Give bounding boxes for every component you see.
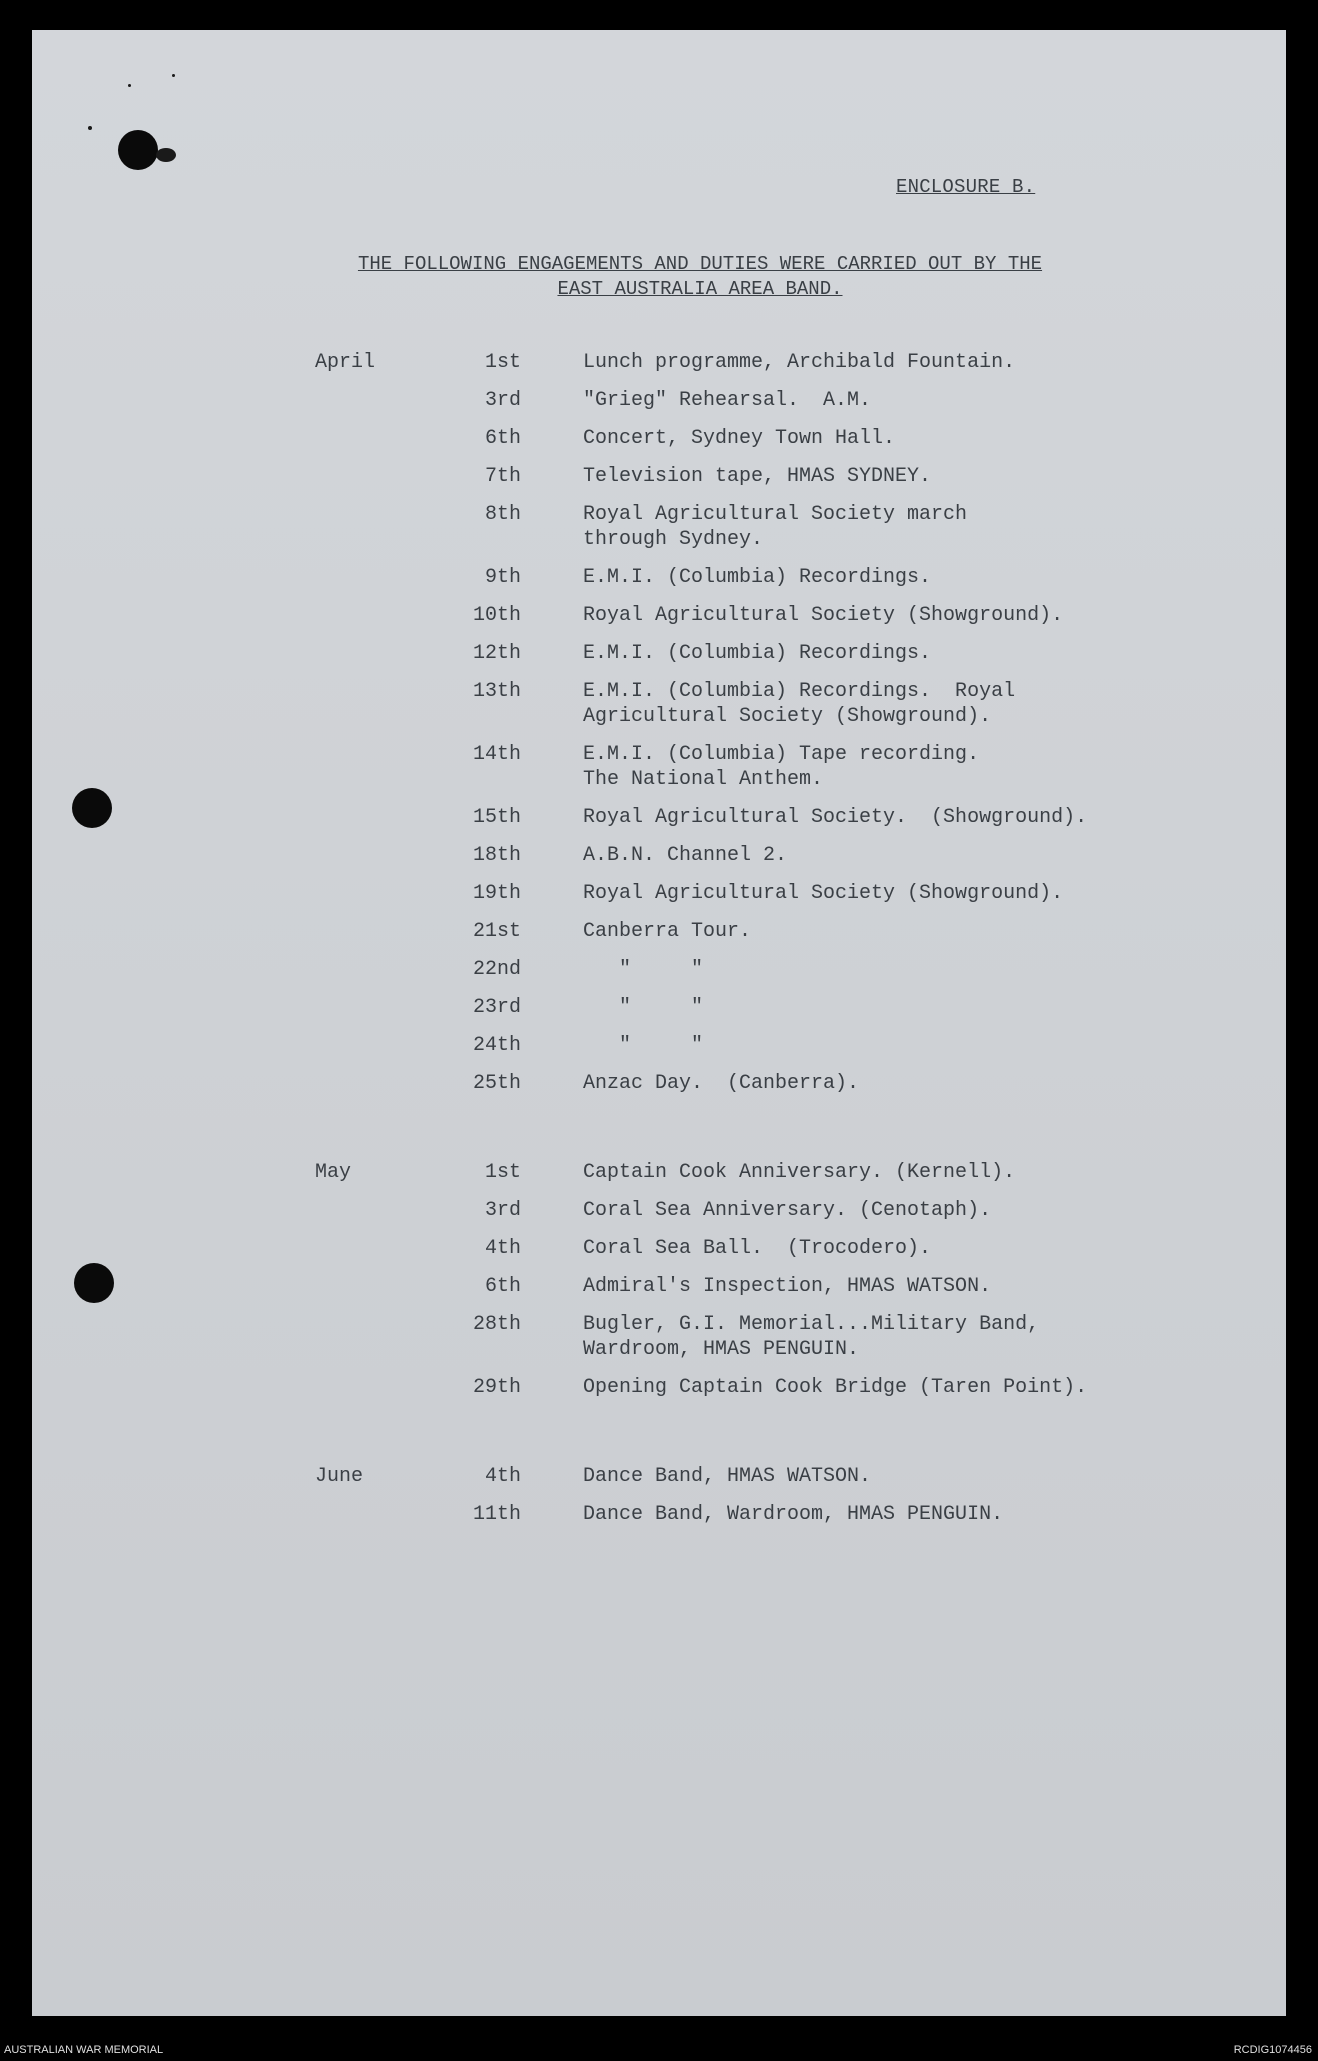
ink-speck — [172, 74, 175, 77]
day-label: 4th — [484, 1465, 521, 1488]
day-label: 12th — [472, 642, 521, 665]
engagement-description: Dance Band, Wardroom, HMAS PENGUIN. — [583, 1503, 1004, 1526]
month-label: June — [315, 1465, 364, 1488]
day-label: 23rd — [472, 996, 521, 1019]
engagement-description: Coral Sea Ball. (Trocodero). — [583, 1237, 932, 1260]
day-label: 13th — [472, 680, 521, 703]
engagement-description: Anzac Day. (Canberra). — [583, 1072, 860, 1095]
document-page — [32, 30, 1286, 2016]
engagement-description: " " — [583, 996, 704, 1019]
footer-source: AUSTRALIAN WAR MEMORIAL — [4, 2044, 164, 2056]
engagement-description: Television tape, HMAS SYDNEY. — [583, 465, 932, 488]
engagement-description: Royal Agricultural Society (Showground). — [583, 604, 1064, 627]
day-label: 22nd — [472, 958, 521, 981]
day-label: 21st — [472, 920, 521, 943]
day-label: 11th — [472, 1503, 521, 1526]
enclosure-label: ENCLOSURE B. — [896, 176, 1036, 198]
engagement-description: Admiral's Inspection, HMAS WATSON. — [583, 1275, 992, 1298]
day-label: 9th — [484, 566, 521, 589]
engagement-description: Opening Captain Cook Bridge (Taren Point). — [583, 1376, 1088, 1399]
punch-hole-middle — [72, 788, 112, 828]
ink-speck — [128, 84, 131, 87]
engagement-description: E.M.I. (Columbia) Recordings. — [583, 566, 932, 589]
day-label: 25th — [472, 1072, 521, 1095]
engagement-description: E.M.I. (Columbia) Recordings. — [583, 642, 932, 665]
document-title — [300, 252, 1100, 302]
ink-speck — [156, 148, 176, 162]
engagement-description: Royal Agricultural Society. (Showground). — [583, 806, 1088, 829]
day-label: 10th — [472, 604, 521, 627]
day-label: 8th — [484, 503, 521, 526]
engagement-description: E.M.I. (Columbia) Recordings. Royal Agricultural Society (Showground). — [583, 680, 1016, 728]
engagement-description: Canberra Tour. — [583, 920, 752, 943]
title-line-2: EAST AUSTRALIA AREA BAND. — [557, 278, 843, 300]
day-label: 1st — [484, 351, 521, 374]
day-label: 24th — [472, 1034, 521, 1057]
day-label: 7th — [484, 465, 521, 488]
title-line-1: THE FOLLOWING ENGAGEMENTS AND DUTIES WERE CARRIED OUT BY THE — [357, 253, 1043, 275]
month-label: April — [315, 351, 376, 374]
engagement-description: " " — [583, 1034, 704, 1057]
engagement-description: Royal Agricultural Society march through Sydney. — [583, 503, 968, 551]
engagement-description: " " — [583, 958, 704, 981]
engagement-description: Concert, Sydney Town Hall. — [583, 427, 896, 450]
engagement-description: E.M.I. (Columbia) Tape recording. The National Anthem. — [583, 743, 980, 791]
footer-id: RCDIG1074456 — [1233, 2044, 1312, 2056]
day-label: 14th — [472, 743, 521, 766]
day-label: 1st — [484, 1161, 521, 1184]
day-label: 15th — [472, 806, 521, 829]
day-label: 28th — [472, 1313, 521, 1336]
ink-speck — [88, 126, 92, 130]
punch-hole-top — [118, 130, 158, 170]
engagement-description: "Grieg" Rehearsal. A.M. — [583, 389, 872, 412]
day-label: 18th — [472, 844, 521, 867]
month-label: May — [315, 1161, 352, 1184]
engagement-description: Bugler, G.I. Memorial...Military Band, Wardroom, HMAS PENGUIN. — [583, 1313, 1040, 1361]
day-label: 6th — [484, 427, 521, 450]
engagement-description: Lunch programme, Archibald Fountain. — [583, 351, 1016, 374]
day-label: 6th — [484, 1275, 521, 1298]
engagement-description: Royal Agricultural Society (Showground). — [583, 882, 1064, 905]
engagement-description: Captain Cook Anniversary. (Kernell). — [583, 1161, 1016, 1184]
day-label: 3rd — [484, 1199, 521, 1222]
engagement-description: A.B.N. Channel 2. — [583, 844, 788, 867]
day-label: 29th — [472, 1376, 521, 1399]
punch-hole-lower — [74, 1263, 114, 1303]
day-label: 3rd — [484, 389, 521, 412]
day-label: 19th — [472, 882, 521, 905]
engagement-description: Coral Sea Anniversary. (Cenotaph). — [583, 1199, 992, 1222]
engagement-description: Dance Band, HMAS WATSON. — [583, 1465, 872, 1488]
day-label: 4th — [484, 1237, 521, 1260]
